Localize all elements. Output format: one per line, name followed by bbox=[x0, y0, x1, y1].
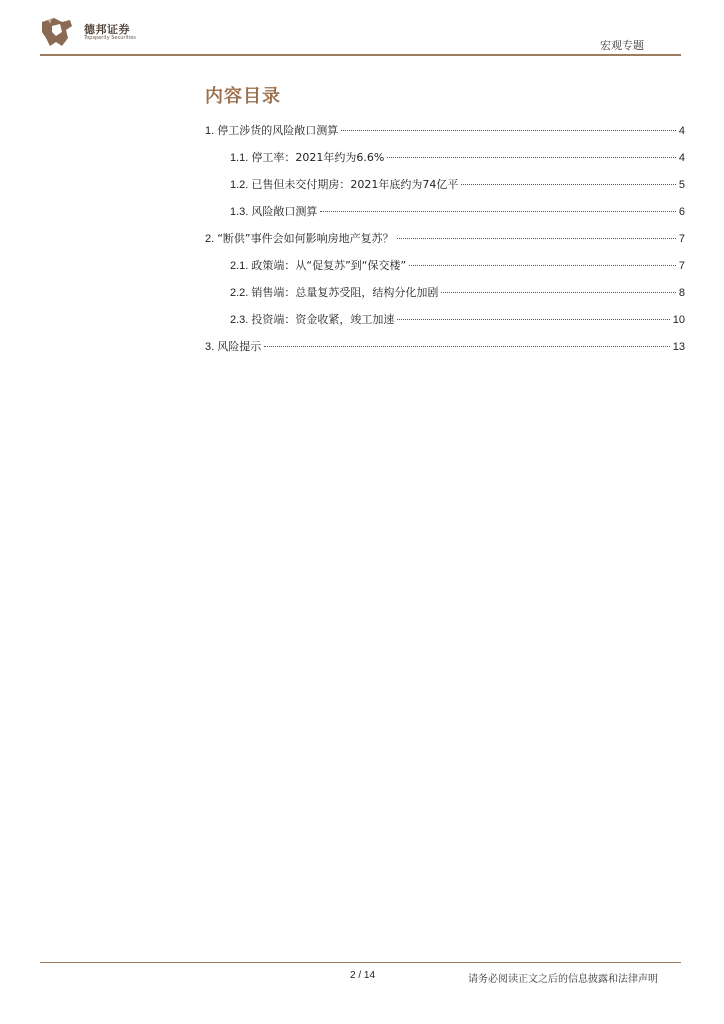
page-header bbox=[0, 0, 724, 60]
toc-title: 内容目录 bbox=[205, 86, 281, 107]
toc-entry-2[interactable] bbox=[205, 230, 685, 248]
toc-entry-page: 13 bbox=[672, 341, 685, 353]
toc-leader-dots bbox=[409, 264, 676, 266]
header-divider bbox=[40, 54, 681, 56]
toc-entry-page: 4 bbox=[678, 125, 685, 137]
toc-entry-number: 1.1. bbox=[230, 152, 252, 164]
toc-entry-text: 已售但未交付期房：2021年底约为74亿平 bbox=[251, 178, 459, 191]
toc-entry-1-3[interactable] bbox=[230, 203, 685, 221]
toc-entry-page: 6 bbox=[678, 206, 685, 218]
toc-leader-dots bbox=[397, 237, 676, 239]
toc-entry-text: 风险提示 bbox=[217, 340, 262, 353]
toc-entry-text: 政策端：从“促复苏”到“保交楼” bbox=[251, 259, 407, 272]
brand-name-cn: 德邦证券 bbox=[84, 23, 130, 36]
toc-entry-page: 8 bbox=[678, 287, 685, 299]
toc-leader-dots bbox=[264, 345, 670, 347]
toc-entry-number: 3. bbox=[205, 341, 218, 353]
toc-entry-text: 投资端：资金收紧，竣工加速 bbox=[251, 313, 395, 326]
company-logo-icon bbox=[40, 16, 74, 48]
toc-entry-page: 7 bbox=[678, 260, 685, 272]
toc-entry-text: 销售端：总量复苏受阻，结构分化加剧 bbox=[251, 286, 439, 299]
toc-entry-number: 2.3. bbox=[230, 314, 252, 326]
toc-entry-number: 1. bbox=[205, 125, 218, 137]
toc-entry-text: “断供”事件会如何影响房地产复苏？ bbox=[217, 232, 394, 245]
toc-entry-text: 风险敞口测算 bbox=[251, 205, 318, 218]
toc-entry-text: 停工涉货的风险敞口测算 bbox=[217, 124, 339, 137]
toc-entry-number: 2.1. bbox=[230, 260, 252, 272]
toc-leader-dots bbox=[461, 183, 675, 185]
toc-entry-1[interactable] bbox=[205, 122, 685, 140]
toc-entry-text: 停工率：2021年约为6.6% bbox=[251, 151, 385, 164]
toc-entry-1-2[interactable] bbox=[230, 176, 685, 194]
toc-entry-number: 1.2. bbox=[230, 179, 252, 191]
report-type-label: 宏观专题 bbox=[600, 39, 644, 52]
toc-leader-dots bbox=[341, 129, 676, 131]
toc-leader-dots bbox=[397, 318, 669, 320]
toc-entry-2-1[interactable] bbox=[230, 257, 685, 275]
legal-disclaimer: 请务必阅读正文之后的信息披露和法律声明 bbox=[468, 974, 658, 985]
toc-entry-1-1[interactable] bbox=[230, 149, 685, 167]
toc-entry-2-2[interactable] bbox=[230, 284, 685, 302]
page-number: 2 / 14 bbox=[350, 970, 376, 981]
toc-entry-page: 5 bbox=[678, 179, 685, 191]
toc-leader-dots bbox=[441, 291, 675, 293]
toc-entry-page: 7 bbox=[678, 233, 685, 245]
brand-name-en: Topsperity Securities bbox=[84, 35, 136, 41]
toc-entry-2-3[interactable] bbox=[230, 311, 685, 329]
toc-leader-dots bbox=[387, 156, 676, 158]
toc-leader-dots bbox=[320, 210, 675, 212]
toc-entry-page: 4 bbox=[678, 152, 685, 164]
footer-divider bbox=[40, 962, 681, 963]
toc-entry-number: 1.3. bbox=[230, 206, 252, 218]
toc-entry-number: 2. bbox=[205, 233, 218, 245]
toc-entry-3[interactable] bbox=[205, 338, 685, 356]
toc-entry-page: 10 bbox=[672, 314, 685, 326]
toc-entry-number: 2.2. bbox=[230, 287, 252, 299]
